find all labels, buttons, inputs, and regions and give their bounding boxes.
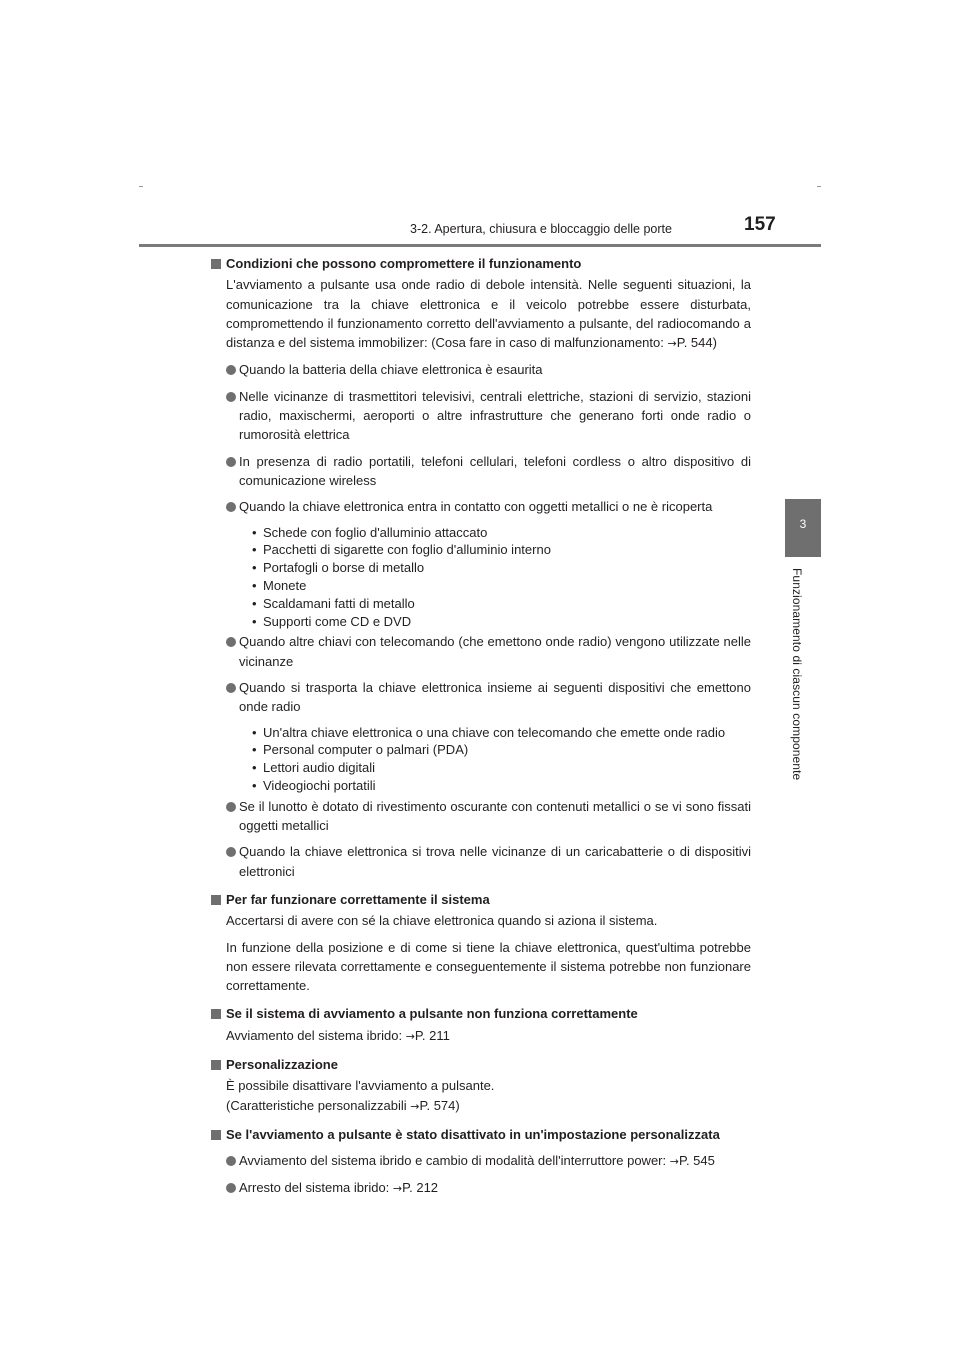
section-heading bbox=[210, 890, 751, 909]
circle-bullet-icon bbox=[226, 637, 236, 647]
sub-list-item: • Personal computer o palmari (PDA) bbox=[252, 742, 469, 758]
sub-list-text: Un'altra chiave elettronica o una chiave con telecomando che emette onde radio bbox=[263, 724, 726, 740]
circle-bullet-icon bbox=[226, 1183, 236, 1193]
section-title: Condizioni che possono compromettere il funzionamento bbox=[226, 256, 582, 271]
list-item bbox=[210, 387, 751, 445]
list-item bbox=[210, 452, 751, 491]
sub-list bbox=[210, 524, 751, 631]
list-item bbox=[210, 678, 751, 717]
paragraph bbox=[210, 911, 751, 930]
sub-list-text: Monete bbox=[263, 577, 307, 593]
list-item bbox=[210, 360, 751, 379]
crop-mark bbox=[139, 186, 143, 187]
paragraph-text: Accertarsi di avere con sé la chiave elettronica quando si aziona il sistema. bbox=[226, 913, 658, 929]
sub-list-item: • Scaldamani fatti di metallo bbox=[252, 595, 415, 611]
sub-list-text: Schede con foglio d'alluminio attaccato bbox=[263, 524, 488, 540]
sub-list-item: • Schede con foglio d'alluminio attaccato bbox=[252, 524, 488, 540]
page-reference: P. 544) bbox=[676, 335, 717, 351]
circle-bullet-icon bbox=[226, 457, 236, 467]
sub-list-item: • Monete bbox=[252, 577, 307, 593]
list-item-text: Nelle vicinanze di trasmettitori televisivi, centrali elettriche, stazioni di servizio, stazioni radio, maxischermi, aeroporti o altre infrastrutture che generano forti onde radio o rumorosità elettrica bbox=[239, 388, 751, 443]
square-bullet-icon bbox=[211, 259, 221, 269]
arrow-right-icon: → bbox=[410, 1099, 420, 1113]
sub-list-item: • Lettori audio digitali bbox=[252, 760, 376, 776]
sub-list-text: Scaldamani fatti di metallo bbox=[263, 595, 415, 611]
section-heading bbox=[210, 1055, 751, 1074]
square-bullet-icon bbox=[211, 1009, 221, 1019]
arrow-right-icon: → bbox=[405, 1029, 415, 1043]
square-bullet-icon bbox=[211, 1130, 221, 1140]
section-title: Per far funzionare correttamente il sistema bbox=[226, 891, 490, 907]
list-item-text: Arresto del sistema ibrido: bbox=[239, 1180, 393, 1196]
list-item-text: Quando la batteria della chiave elettronica è esaurita bbox=[239, 362, 543, 378]
paragraph bbox=[210, 1026, 751, 1046]
circle-bullet-icon bbox=[226, 1156, 236, 1166]
section-title: Personalizzazione bbox=[226, 1056, 338, 1072]
list-item bbox=[210, 497, 751, 516]
paragraph-text: L'avviamento a pulsante usa onde radio di debole intensità. Nelle seguenti situazioni, la comunicazione tra la chiave elettronica e il veicolo potrebbe essere disturbata, compromettendo il funzionamento corretto dell'avviamento a pulsante, del radiocomando a distanza e del sistema immobilizer: (Cosa fare in caso di malfunzionamento: bbox=[226, 277, 751, 351]
sub-list-text: Pacchetti di sigarette con foglio d'alluminio interno bbox=[263, 542, 551, 558]
page-reference: P. 211 bbox=[414, 1027, 450, 1043]
header-divider bbox=[139, 244, 821, 247]
crop-mark bbox=[817, 186, 821, 187]
sub-list-text: Portafogli o borse di metallo bbox=[263, 560, 425, 576]
section-heading bbox=[210, 254, 751, 273]
page-content bbox=[210, 254, 751, 1199]
paragraph bbox=[210, 938, 751, 996]
list-item-text: Quando si trasporta la chiave elettronica insieme ai seguenti dispositivi che emettono onde radio bbox=[239, 679, 751, 715]
sub-list-item: • Videogiochi portatili bbox=[252, 777, 376, 793]
list-item-text: Avviamento del sistema ibrido e cambio di modalità dell'interruttore power: bbox=[239, 1153, 670, 1169]
list-item bbox=[210, 1178, 751, 1198]
paragraph bbox=[210, 1076, 751, 1116]
sub-list-item: • Supporti come CD e DVD bbox=[252, 613, 412, 629]
list-item bbox=[210, 632, 751, 671]
section-heading bbox=[210, 1004, 751, 1023]
sub-list-text: Supporti come CD e DVD bbox=[263, 613, 412, 629]
sub-list-text: Lettori audio digitali bbox=[263, 760, 376, 776]
paragraph-text: È possibile disattivare l'avviamento a pulsante. bbox=[226, 1078, 495, 1094]
arrow-right-icon: → bbox=[669, 1155, 679, 1169]
sub-list-item: • Pacchetti di sigarette con foglio d'alluminio interno bbox=[252, 542, 551, 558]
list-item-text: Se il lunotto è dotato di rivestimento oscurante con contenuti metallici o se vi sono fissati oggetti metallici bbox=[239, 798, 751, 834]
list-item-text: Quando la chiave elettronica si trova nelle vicinanze di un caricabatterie o di dispositivi elettronici bbox=[239, 844, 751, 879]
sub-list bbox=[210, 724, 751, 795]
list-item bbox=[210, 1151, 751, 1171]
circle-bullet-icon bbox=[226, 392, 236, 402]
paragraph-text: In funzione della posizione e di come si tiene la chiave elettronica, quest'ultima potrebbe non essere rilevata correttamente e conseguentemente il sistema potrebbe non funzionare correttamente. bbox=[226, 939, 751, 994]
square-bullet-icon bbox=[211, 1060, 221, 1070]
circle-bullet-icon bbox=[226, 847, 236, 857]
page-reference: P. 545 bbox=[678, 1153, 715, 1169]
list-item-text: In presenza di radio portatili, telefoni cellulari, telefoni cordless o altro dispositivo di comunicazione wireless bbox=[239, 453, 751, 488]
sub-list-text: Personal computer o palmari (PDA) bbox=[263, 742, 469, 758]
page-reference: P. 574) bbox=[419, 1097, 460, 1113]
square-bullet-icon bbox=[211, 895, 221, 905]
list-item bbox=[210, 842, 751, 881]
circle-bullet-icon bbox=[226, 365, 236, 375]
running-header-title: 3-2. Apertura, chiusura e bloccaggio delle porte bbox=[410, 222, 672, 236]
circle-bullet-icon bbox=[226, 802, 236, 812]
page-reference: P. 212 bbox=[402, 1180, 439, 1196]
list-item bbox=[210, 797, 751, 836]
arrow-right-icon: → bbox=[392, 1182, 403, 1196]
list-item-text: Quando la chiave elettronica entra in contatto con oggetti metallici o ne è ricoperta bbox=[239, 499, 713, 515]
section-title: Se l'avviamento a pulsante è stato disattivato in un'impostazione personalizzata bbox=[226, 1126, 720, 1142]
paragraph-text: (Caratteristiche personalizzabili bbox=[226, 1097, 411, 1113]
paragraph-text: Avviamento del sistema ibrido: bbox=[226, 1027, 406, 1043]
circle-bullet-icon bbox=[226, 683, 236, 693]
arrow-right-icon: → bbox=[667, 337, 677, 351]
sub-list-item: • Un'altra chiave elettronica o una chiave con telecomando che emette onde radio bbox=[252, 724, 726, 740]
paragraph bbox=[210, 275, 751, 353]
list-item-text: Quando altre chiavi con telecomando (che emettono onde radio) vengono utilizzate nelle vicinanze bbox=[239, 634, 751, 669]
section-title: Se il sistema di avviamento a pulsante non funziona correttamente bbox=[226, 1006, 638, 1022]
chapter-tab-number: 3 bbox=[799, 517, 807, 531]
sub-list-text: Videogiochi portatili bbox=[263, 777, 376, 793]
circle-bullet-icon bbox=[226, 502, 236, 512]
section-heading bbox=[210, 1125, 751, 1144]
sub-list-item: • Portafogli o borse di metallo bbox=[252, 560, 425, 576]
page-number: 157 bbox=[744, 214, 776, 235]
chapter-tab-label: Funzionamento di ciascun componente bbox=[790, 568, 804, 781]
